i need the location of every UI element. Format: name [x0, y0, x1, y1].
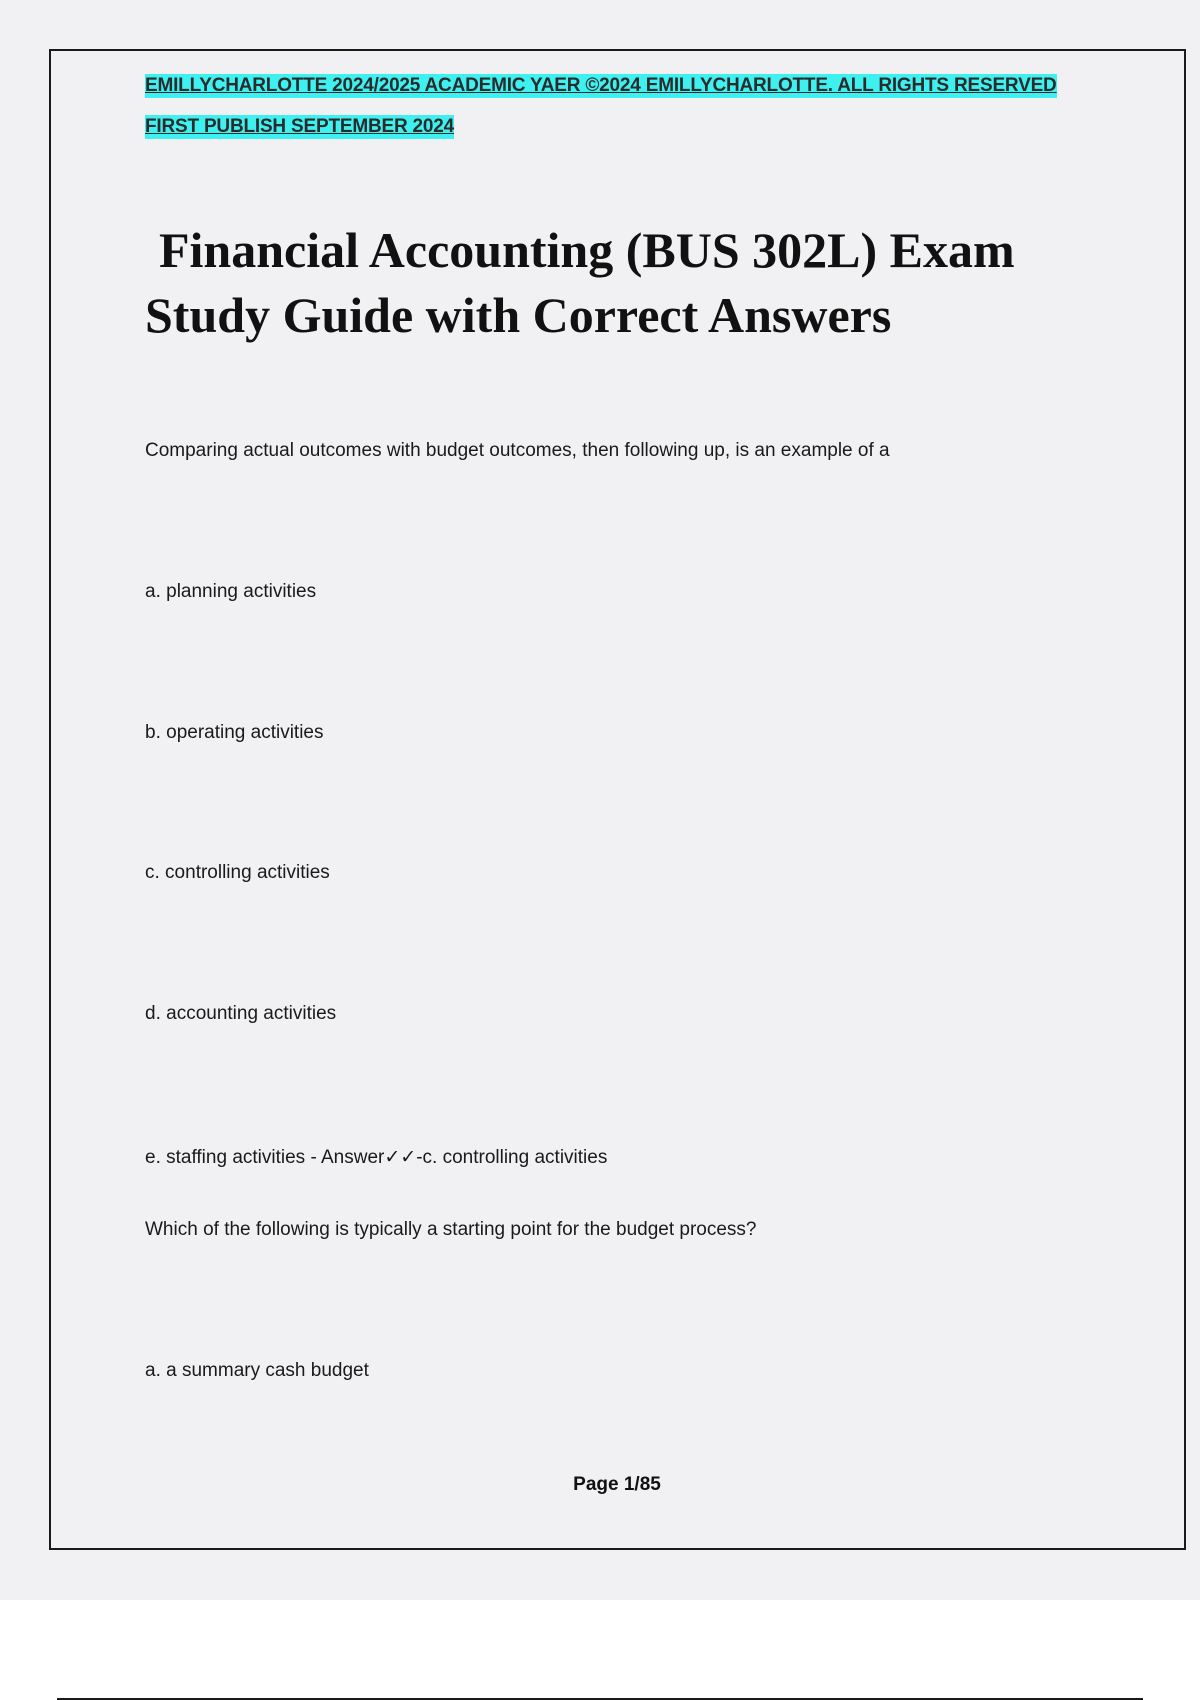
question-2-option-a: a. a summary cash budget	[145, 1360, 369, 1381]
question-1-text: Comparing actual outcomes with budget outcomes, then following up, is an example of a	[145, 440, 890, 461]
question-1-option-c: c. controlling activities	[145, 862, 330, 883]
question-1-option-e-answer: e. staffing activities - Answer✓✓-c. controlling activities	[145, 1147, 608, 1168]
title-line-2: Study Guide with Correct Answers	[145, 287, 892, 343]
question-1-option-a: a. planning activities	[145, 581, 317, 602]
copyright-header: EMILLYCHARLOTTE 2024/2025 ACADEMIC YAER ©2024 EMILLYCHARLOTTE. ALL RIGHTS RESERVED	[145, 75, 1057, 96]
question-2-text: Which of the following is typically a starting point for the budget process?	[145, 1219, 757, 1240]
question-1-option-b: b. operating activities	[145, 722, 324, 743]
document-title	[145, 218, 1105, 348]
publish-date-header: FIRST PUBLISH SEPTEMBER 2024	[145, 116, 455, 137]
title-line-1: Financial Accounting (BUS 302L) Exam	[159, 222, 1015, 278]
question-1-option-d: d. accounting activities	[145, 1003, 337, 1024]
page-number: Page 1/85	[573, 1474, 661, 1495]
